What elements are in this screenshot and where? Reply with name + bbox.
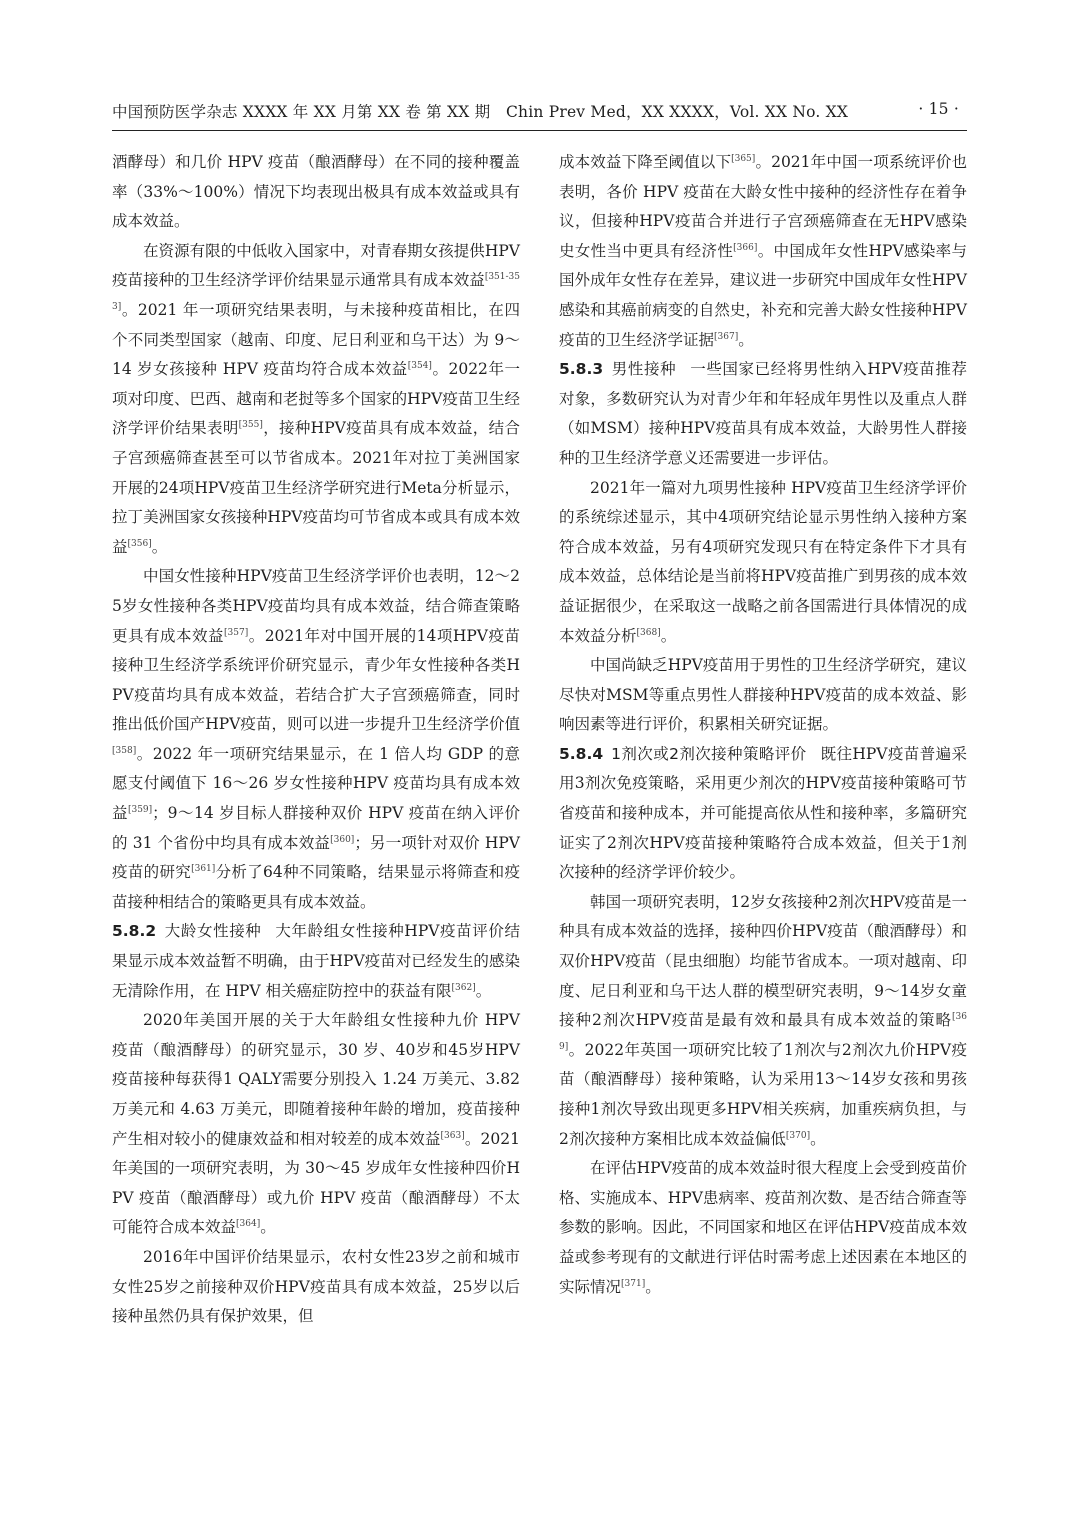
reference-marker: [364] [236, 1219, 261, 1230]
running-header [112, 96, 967, 131]
section-number: 5.8.2 [112, 922, 157, 941]
reference-marker: [360] [330, 834, 355, 845]
section-number: 5.8.4 [559, 744, 604, 763]
section-title: 1剂次或2剂次接种策略评价 [611, 744, 807, 763]
reference-marker: [365] [731, 153, 756, 164]
section-5-8-2: 5.8.2 大龄女性接种 大年龄组女性接种HPV疫苗评价结果显示成本效益暂不明确，由于HPV疫苗对已经发生的感染无清除作用，在 HPV 相关癌症防控中的获益有限[362]。 [112, 922, 520, 1000]
paragraph: 中国尚缺乏HPV疫苗用于男性的卫生经济学研究，建议尽快对MSM等重点男性人群接种HPV疫苗的成本效益、影响因素等进行评价，积累相关研究证据。 [559, 656, 967, 734]
paragraph: 酒酵母）和几价 HPV 疫苗（酿酒酵母）在不同的接种覆盖率（33%～100%）情况下均表现出极具有成本效益或具有成本效益。 [112, 153, 520, 231]
reference-marker: [357] [224, 627, 249, 638]
section-number: 5.8.3 [559, 360, 604, 379]
section-5-8-3: 5.8.3 男性接种 一些国家已经将男性纳入HPV疫苗推荐对象，多数研究认为对青少年和年轻成年男性以及重点人群（如MSM）接种HPV疫苗具有成本效益，大龄男性人群接种的卫生经济学意义还需要进一步评估。 [559, 360, 967, 467]
page-number: · 15 · [918, 100, 959, 118]
reference-marker: [361] [191, 864, 216, 875]
left-column [112, 148, 520, 1332]
paragraph: 成本效益下降至阈值以下[365]。2021年中国一项系统评价也表明，各价 HPV 疫苗在大龄女性中接种的经济性存在着争议，但接种HPV疫苗合并进行子宫颈癌筛查在无HPV感染史女性当中更具有经济性[366]。中国成年女性HPV感染率与国外成年女性存在差异，建议进一步研究中国成年女性HPV感染和其癌前病变的自然史，补充和完善大龄女性接种HPV疫苗的卫生经济学证据[367]。 [559, 153, 967, 349]
reference-marker: [355] [238, 420, 263, 431]
section-title: 大龄女性接种 [164, 922, 262, 941]
paragraph: 在资源有限的中低收入国家中，对青春期女孩提供HPV疫苗接种的卫生经济学评价结果显示通常具有成本效益[351-353]。2021 年一项研究结果表明，与未接种疫苗相比，在四个不同类型国家（越南、印度、尼日利亚和乌干达）为 9～14 岁女孩接种 HPV 疫苗均符合成本效益[354]。2022年一项对印度、巴西、越南和老挝等多个国家的HPV疫苗卫生经济学评价结果表明[355]，接种HPV疫苗具有成本效益，结合子宫颈癌筛查甚至可以节省成本。2021年对拉丁美洲国家开展的24项HPV疫苗卫生经济学研究进行Meta分析显示，拉丁美洲国家女孩接种HPV疫苗均可节省成本或具有成本效益[356]。 [112, 241, 520, 556]
reference-marker: [363] [440, 1130, 465, 1141]
paragraph: 2021年一篇对九项男性接种 HPV疫苗卫生经济学评价的系统综述显示，其中4项研究结论显示男性纳入接种方案符合成本效益，另有4项研究发现只有在特定条件下才具有成本效益，总体结论是当前将HPV疫苗推广到男孩的成本效益证据很少，在采取这一战略之前各国需进行具体情况的成本效益分析[368]。 [559, 478, 967, 645]
reference-marker: [358] [112, 745, 137, 756]
reference-marker: [362] [451, 982, 476, 993]
paragraph: 中国女性接种HPV疫苗卫生经济学评价也表明，12～25岁女性接种各类HPV疫苗均具有成本效益，结合筛查策略更具有成本效益[357]。2021年对中国开展的14项HPV疫苗接种卫生经济学系统评价研究显示，青少年女性接种各类HPV疫苗均具有成本效益，若结合扩大子宫颈癌筛查，同时推出低价国产HPV疫苗，则可以进一步提升卫生经济学价值[358]。2022 年一项研究结果显示，在 1 倍人均 GDP 的意愿支付阈值下 16～26 岁女性接种HPV 疫苗均具有成本效益[359]；9～14 岁目标人群接种双价 HPV 疫苗在纳入评价的 31 个省份中均具有成本效益[360]；另一项针对双价 HPV 疫苗的研究[361]分析了64种不同策略，结果显示将筛查和疫苗接种相结合的策略更具有成本效益。 [112, 567, 521, 911]
reference-marker: [368] [636, 627, 661, 638]
paragraph: 2016年中国评价结果显示，农村女性23岁之前和城市女性25岁之前接种双价HPV疫苗具有成本效益，25岁以后接种虽然仍具有保护效果，但 [112, 1247, 520, 1326]
reference-marker: [369] [559, 1012, 967, 1052]
paragraph: 在评估HPV疫苗的成本效益时很大程度上会受到疫苗价格、实施成本、HPV患病率、疫苗剂次数、是否结合筛查等参数的影响。因此，不同国家和地区在评估HPV疫苗成本效益或参考现有的文献进行评估时需考虑上述因素在本地区的实际情况[371]。 [559, 1159, 967, 1296]
reference-marker: [354] [407, 361, 432, 371]
paragraph: 2020年美国开展的关于大年龄组女性接种九价 HPV 疫苗（酿酒酵母）的研究显示，30 岁、40岁和45岁HPV疫苗接种每获得1 QALY需要分别投入 1.24 万美元、3.82 万美元和 4.63 万美元，即随着接种年龄的增加，疫苗接种产生相对较小的健康效益和相对较差的成本效益[363]。2021年美国的一项研究表明，为 30～45 岁成年女性接种四价HPV 疫苗（酿酒酵母）或九价 HPV 疫苗（酿酒酵母）不太可能符合成本效益[364]。 [112, 1011, 520, 1237]
reference-marker: [370] [785, 1130, 811, 1141]
reference-marker: [359] [127, 804, 153, 815]
reference-marker: [366] [733, 242, 758, 253]
reference-marker: [356] [127, 538, 152, 549]
journal-citation: 中国预防医学杂志 XXXX 年 XX 月第 XX 卷 第 XX 期 Chin Prev Med，XX XXXX，Vol. XX No. XX [112, 103, 849, 121]
section-5-8-4: 5.8.4 1剂次或2剂次接种策略评价 既往HPV疫苗普遍采用3剂次免疫策略，采用更少剂次的HPV疫苗接种策略可节省疫苗和接种成本，并可能提高依从性和接种率，多篇研究证实了2剂次HPV疫苗接种策略符合成本效益，但关于1剂次接种的经济学评价较少。 [559, 744, 967, 882]
reference-marker: [367] [714, 331, 739, 342]
reference-marker: [351-353] [112, 272, 520, 312]
reference-marker: [371] [621, 1278, 646, 1289]
paragraph: 韩国一项研究表明，12岁女孩接种2剂次HPV疫苗是一种具有成本效益的选择，接种四价HPV疫苗（酿酒酵母）和双价HPV疫苗（昆虫细胞）均能节省成本。一项对越南、印度、尼日利亚和乌干达人群的模型研究表明，9～14岁女童接种2剂次HPV疫苗是最有效和最具有成本效益的策略[369]。2022年英国一项研究比较了1剂次与2剂次九价HPV疫苗（酿酒酵母）接种策略，认为采用13～14岁女孩和男孩接种1剂次导致出现更多HPV相关疾病，加重疾病负担，与2剂次接种方案相比成本效益偏低[370]。 [559, 892, 967, 1148]
section-title: 男性接种 [611, 360, 677, 379]
right-column [559, 148, 967, 1302]
